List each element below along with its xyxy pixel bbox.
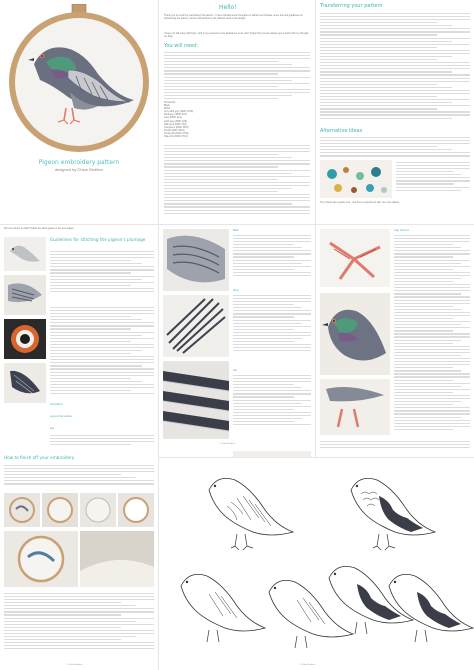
thread-item: Coral pink (DMC 3705) [164, 131, 189, 135]
template-pigeon-mirrored-a [181, 574, 265, 642]
beads-caption [396, 160, 470, 198]
eye-label: Eye: [50, 427, 55, 430]
finishing-photo-hoop [4, 493, 40, 527]
legs-footer-paragraph [320, 439, 470, 455]
feet-embroidery-photo [320, 229, 390, 287]
wing-fan-photo [163, 295, 229, 357]
thread-item: White [164, 107, 171, 111]
thread-list-label: Thread list: [164, 101, 176, 104]
thread-item: Teal green (DMC 3847) [164, 125, 189, 129]
thread-item: Very dark grey (DMC 3799) [164, 110, 194, 114]
thread-item: Black [164, 104, 170, 108]
template-pigeon-scalloped [351, 478, 435, 550]
alternative-ideas-paragraph [320, 135, 470, 159]
guidelines-intro [50, 249, 154, 301]
wing-stitch-photo [4, 275, 46, 315]
eye-paragraph [50, 433, 154, 449]
thread-item: Light grey (DMC 318) [164, 119, 187, 123]
legs-paragraphs [394, 233, 470, 433]
legs-label: Legs and feet: [394, 229, 410, 232]
guidelines-heading: Guidelines for stitching the pigeon's plumage [50, 237, 146, 242]
intro-text: Thank you so much for purchasing this pattern - I have included some thoughts on fabrics and threads, some tips and guidelines on transferring the pattern, and an introduction to the stitches used in the design. [164, 14, 304, 21]
page-footer: © Chloe Redfern [219, 443, 236, 445]
pattern-templates [159, 458, 474, 662]
hello-heading: Hello! [219, 4, 237, 11]
page-templates [159, 458, 474, 670]
finishing-photo-backing [118, 493, 154, 527]
page-footer: © Chloe Redfern [66, 664, 83, 666]
tail-paragraph [233, 373, 311, 439]
you-will-need-heading: You will need: [164, 43, 199, 49]
eye-closeup-photo [4, 319, 46, 359]
page-cover [0, 0, 158, 224]
page-legs [316, 225, 474, 457]
finishing-heading: How to finish off your embroidery [4, 455, 75, 460]
cover-title: Pigeon embroidery pattern [38, 159, 120, 166]
tail-label: Tail: [233, 369, 238, 372]
cover-subtitle: designed by Chloe Redfern [54, 167, 104, 172]
fabric-notes-paragraph [164, 143, 310, 219]
wing-paragraph [233, 293, 311, 365]
thread-item: Pale pink (DMC 3713) [164, 135, 188, 139]
tail-stitch-photo [4, 363, 46, 403]
back-paragraph [233, 233, 311, 285]
thread-list [164, 101, 224, 138]
pigeon-head-photo [320, 293, 390, 375]
leg-outlines-label: Leg and foot outlines: [50, 415, 73, 418]
thread-item: Grey (DMC 414) [164, 116, 182, 120]
page-hello [159, 0, 315, 224]
tail-stripes-photo [163, 361, 229, 439]
finishing-photo-back [42, 493, 78, 527]
template-pigeon-outline [209, 478, 293, 550]
guidelines-body [50, 305, 154, 401]
leg-stitch-photo [320, 379, 390, 435]
thread-item: Purple (DMC 3041) [164, 128, 185, 132]
guidelines-header-note: Not sure where to start? Follow the stitch guide on the next pages. [4, 227, 75, 230]
transferring-paragraphs [320, 11, 470, 125]
finishing-steps [4, 591, 154, 661]
finishing-photo-gather [80, 493, 116, 527]
tail-outlines-label: Tail outlines: [50, 403, 64, 406]
thread-item: Pale grey (DMC 762) [164, 122, 187, 126]
materials-paragraph [164, 50, 310, 100]
finishing-photo-fabric [80, 531, 154, 587]
wing-label: Wing: [233, 289, 240, 292]
colour-note: The colours are a guide only - feel free to experiment with your own palette. [320, 201, 400, 204]
transferring-heading: Transferring your pattern [320, 3, 383, 9]
finishing-photo-stitched [4, 531, 78, 587]
embroidery-hoop-illustration [6, 4, 152, 156]
alternative-ideas-heading: Alternative ideas [320, 128, 363, 134]
back-label: Back: [233, 229, 239, 232]
template-pigeon-dark-b [389, 574, 473, 642]
closing-text: I hope you will enjoy stitching it, and if you need any more assistance at all, don't forget that you can always get in touch with me through my blog. [164, 32, 309, 39]
pigeon-outline-photo [4, 237, 46, 271]
thread-item: Dark grey (DMC 413) [164, 113, 187, 117]
page-guidelines [0, 225, 158, 670]
beads-photo [320, 160, 392, 198]
back-feathers-photo [163, 229, 229, 291]
finishing-intro [4, 463, 154, 487]
page-footer: © Chloe Redfern [299, 664, 316, 666]
page-transferring [316, 0, 474, 224]
